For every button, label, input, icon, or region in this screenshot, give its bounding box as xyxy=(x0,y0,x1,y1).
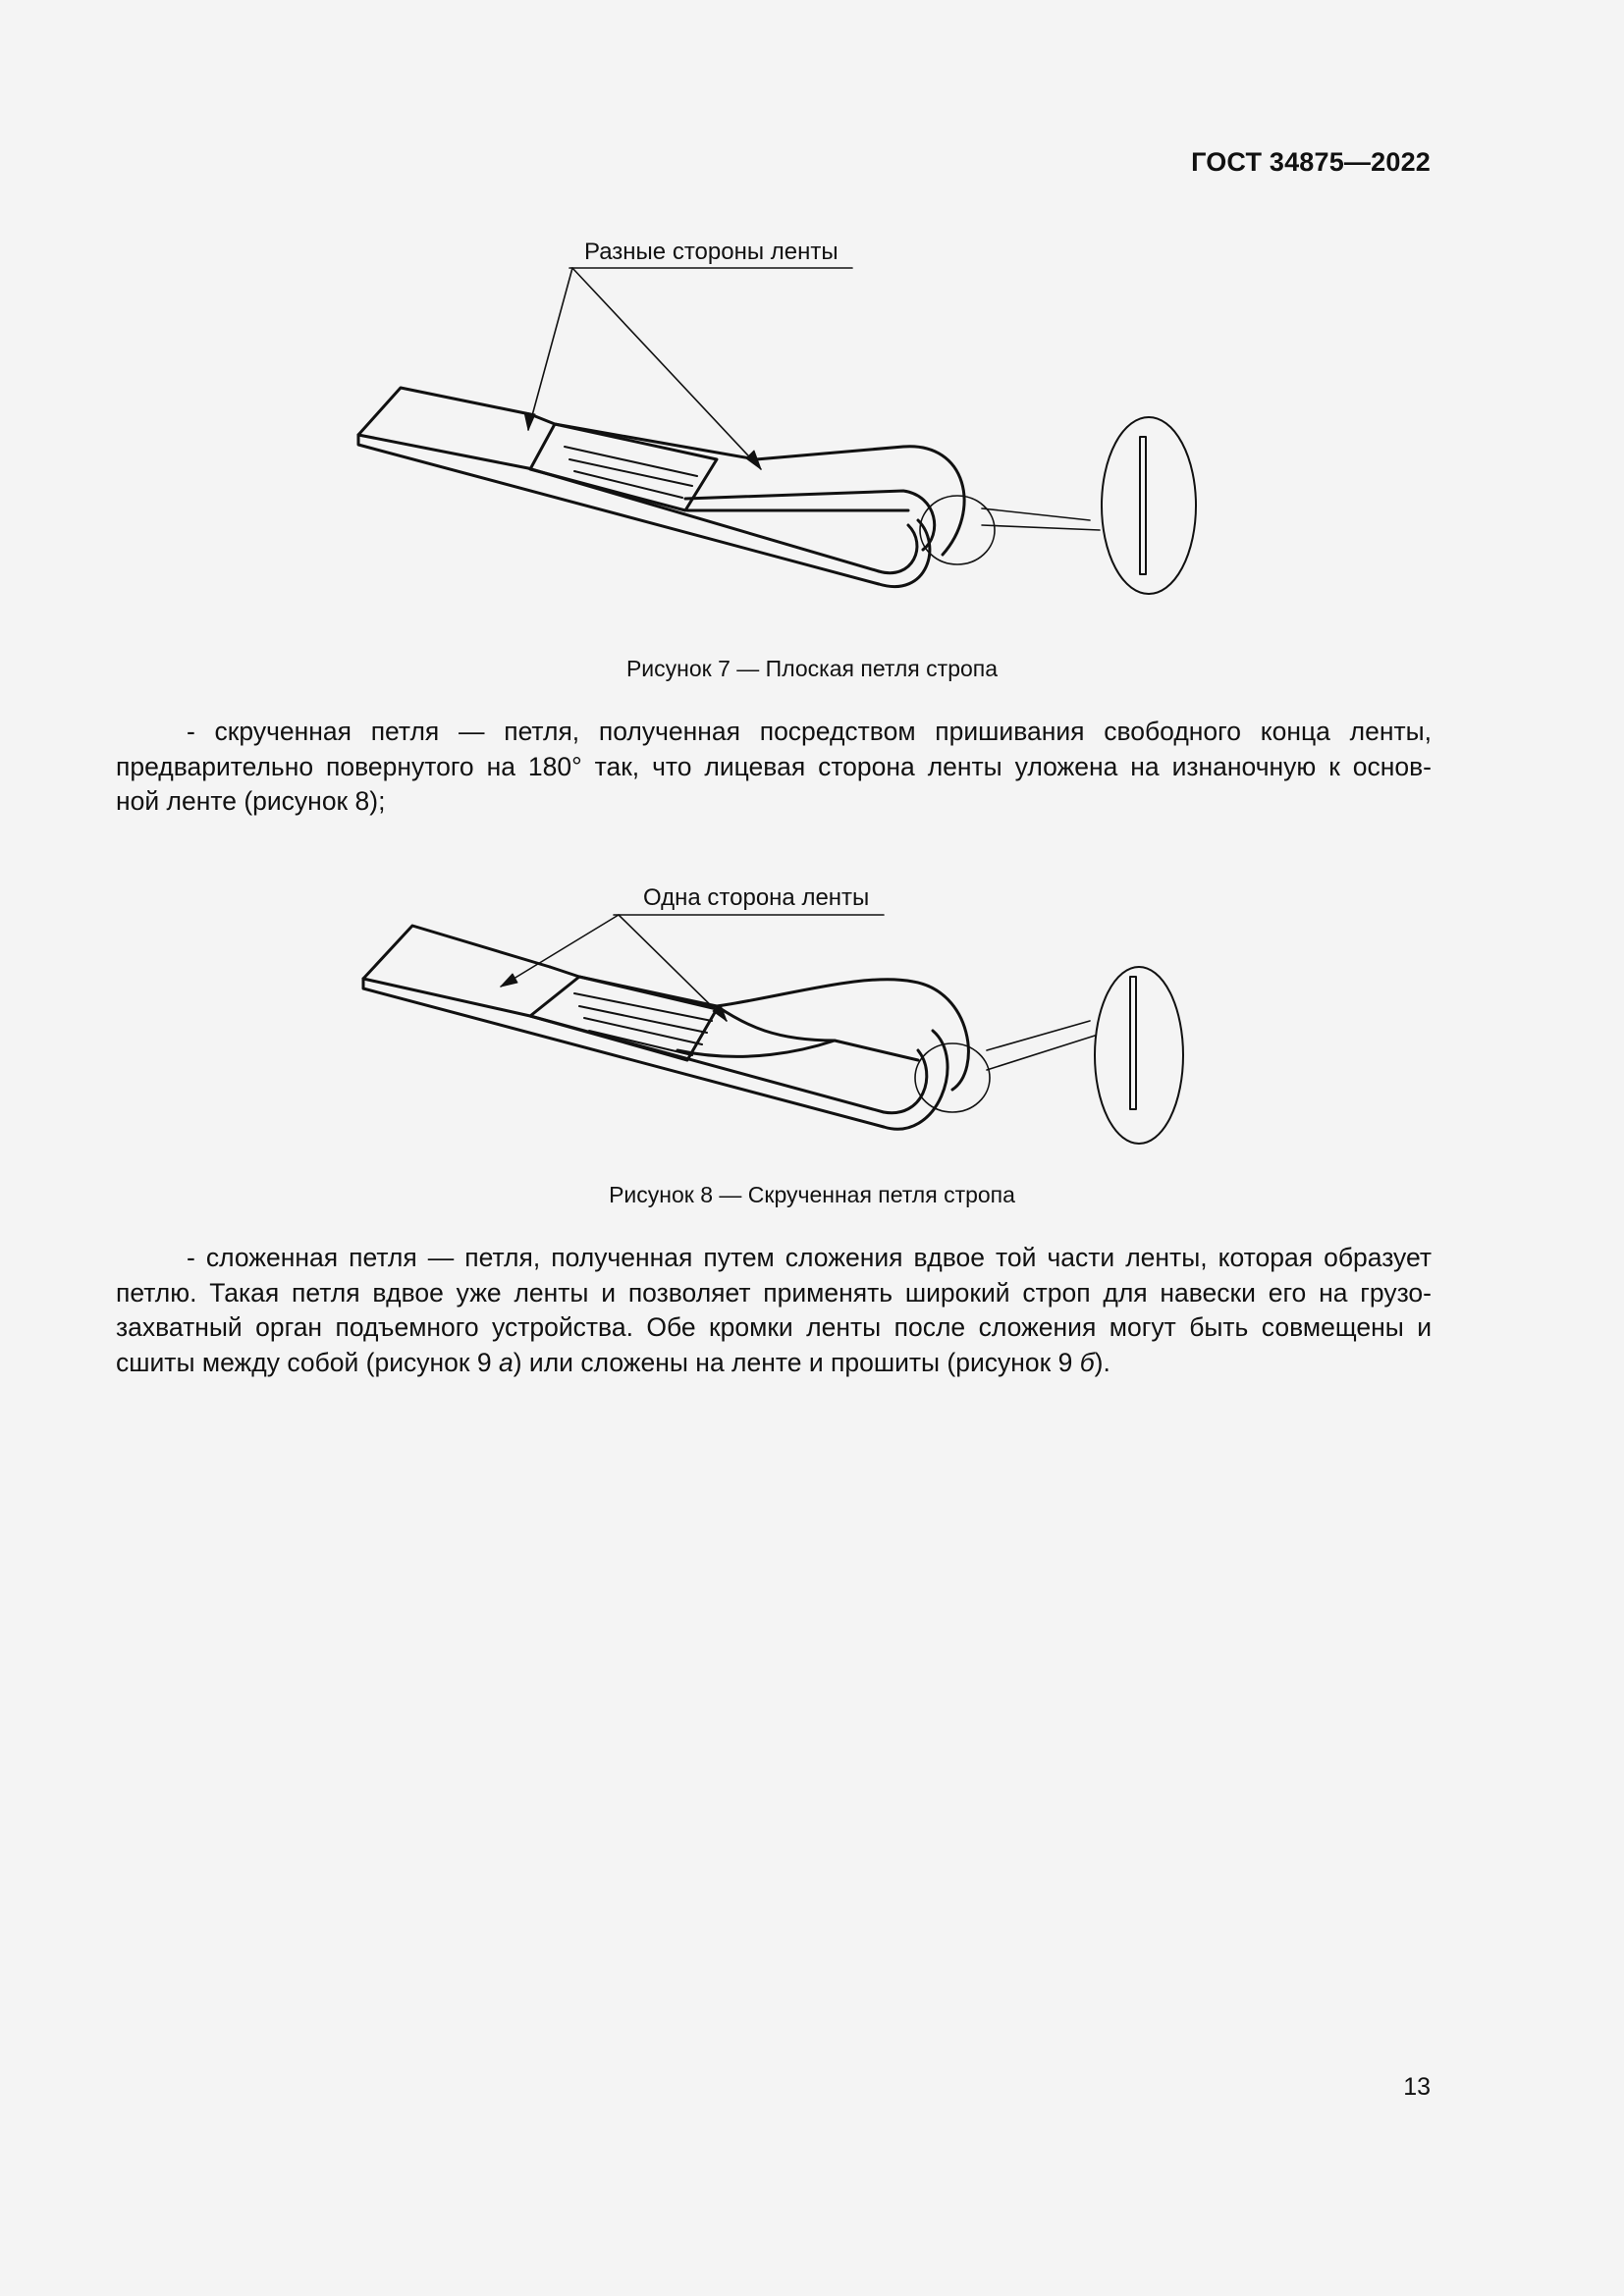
figure-8-twisted-loop-drawing xyxy=(0,864,1624,1158)
figure-7-caption: Рисунок 7 — Плоская петля стропа xyxy=(625,656,999,681)
paragraph-line: - скрученная петля — петля, полученная посредством пришивания свободного конца ленты, xyxy=(187,717,1432,746)
figure-7-flat-loop-drawing xyxy=(0,216,1624,628)
figure-reference-b: б xyxy=(1079,1347,1095,1377)
figure-8-caption: Рисунок 8 — Скрученная петля стропа xyxy=(609,1182,1015,1207)
paragraph-text: ) или сложены на ленте и прошиты (рисунок 9 xyxy=(513,1347,1080,1377)
page-number: 13 xyxy=(1403,2073,1431,2101)
figure-reference-a: а xyxy=(498,1347,514,1377)
document-code: ГОСТ 34875—2022 xyxy=(1191,147,1431,177)
paragraph-text: ). xyxy=(1094,1347,1110,1377)
paragraph-line xyxy=(116,1346,1432,1381)
paragraph-text: сшиты между собой (рисунок 9 xyxy=(116,1347,499,1377)
paragraph-line: петлю. Такая петля вдвое уже ленты и позволяет применять широкий строп для навески его на грузо- xyxy=(116,1277,1432,1308)
paragraph-line: предварительно повернутого на 180° так, что лицевая сторона ленты уложена на изнаночную к основ- xyxy=(116,751,1432,781)
figure-8-label: Одна сторона ленты xyxy=(643,884,870,911)
paragraph-line: ной ленте (рисунок 8); xyxy=(116,786,386,816)
paragraph-line: - сложенная петля — петля, полученная путем сложения вдвое той части ленты, которая образует xyxy=(187,1243,1432,1272)
paragraph-folded-loop xyxy=(116,1241,1432,1380)
figure-7-label: Разные стороны ленты xyxy=(584,239,839,265)
paragraph-twisted-loop xyxy=(116,715,1432,820)
paragraph-line: захватный орган подъемного устройства. Обе кромки ленты после сложения могут быть совмещены и xyxy=(116,1312,1432,1342)
